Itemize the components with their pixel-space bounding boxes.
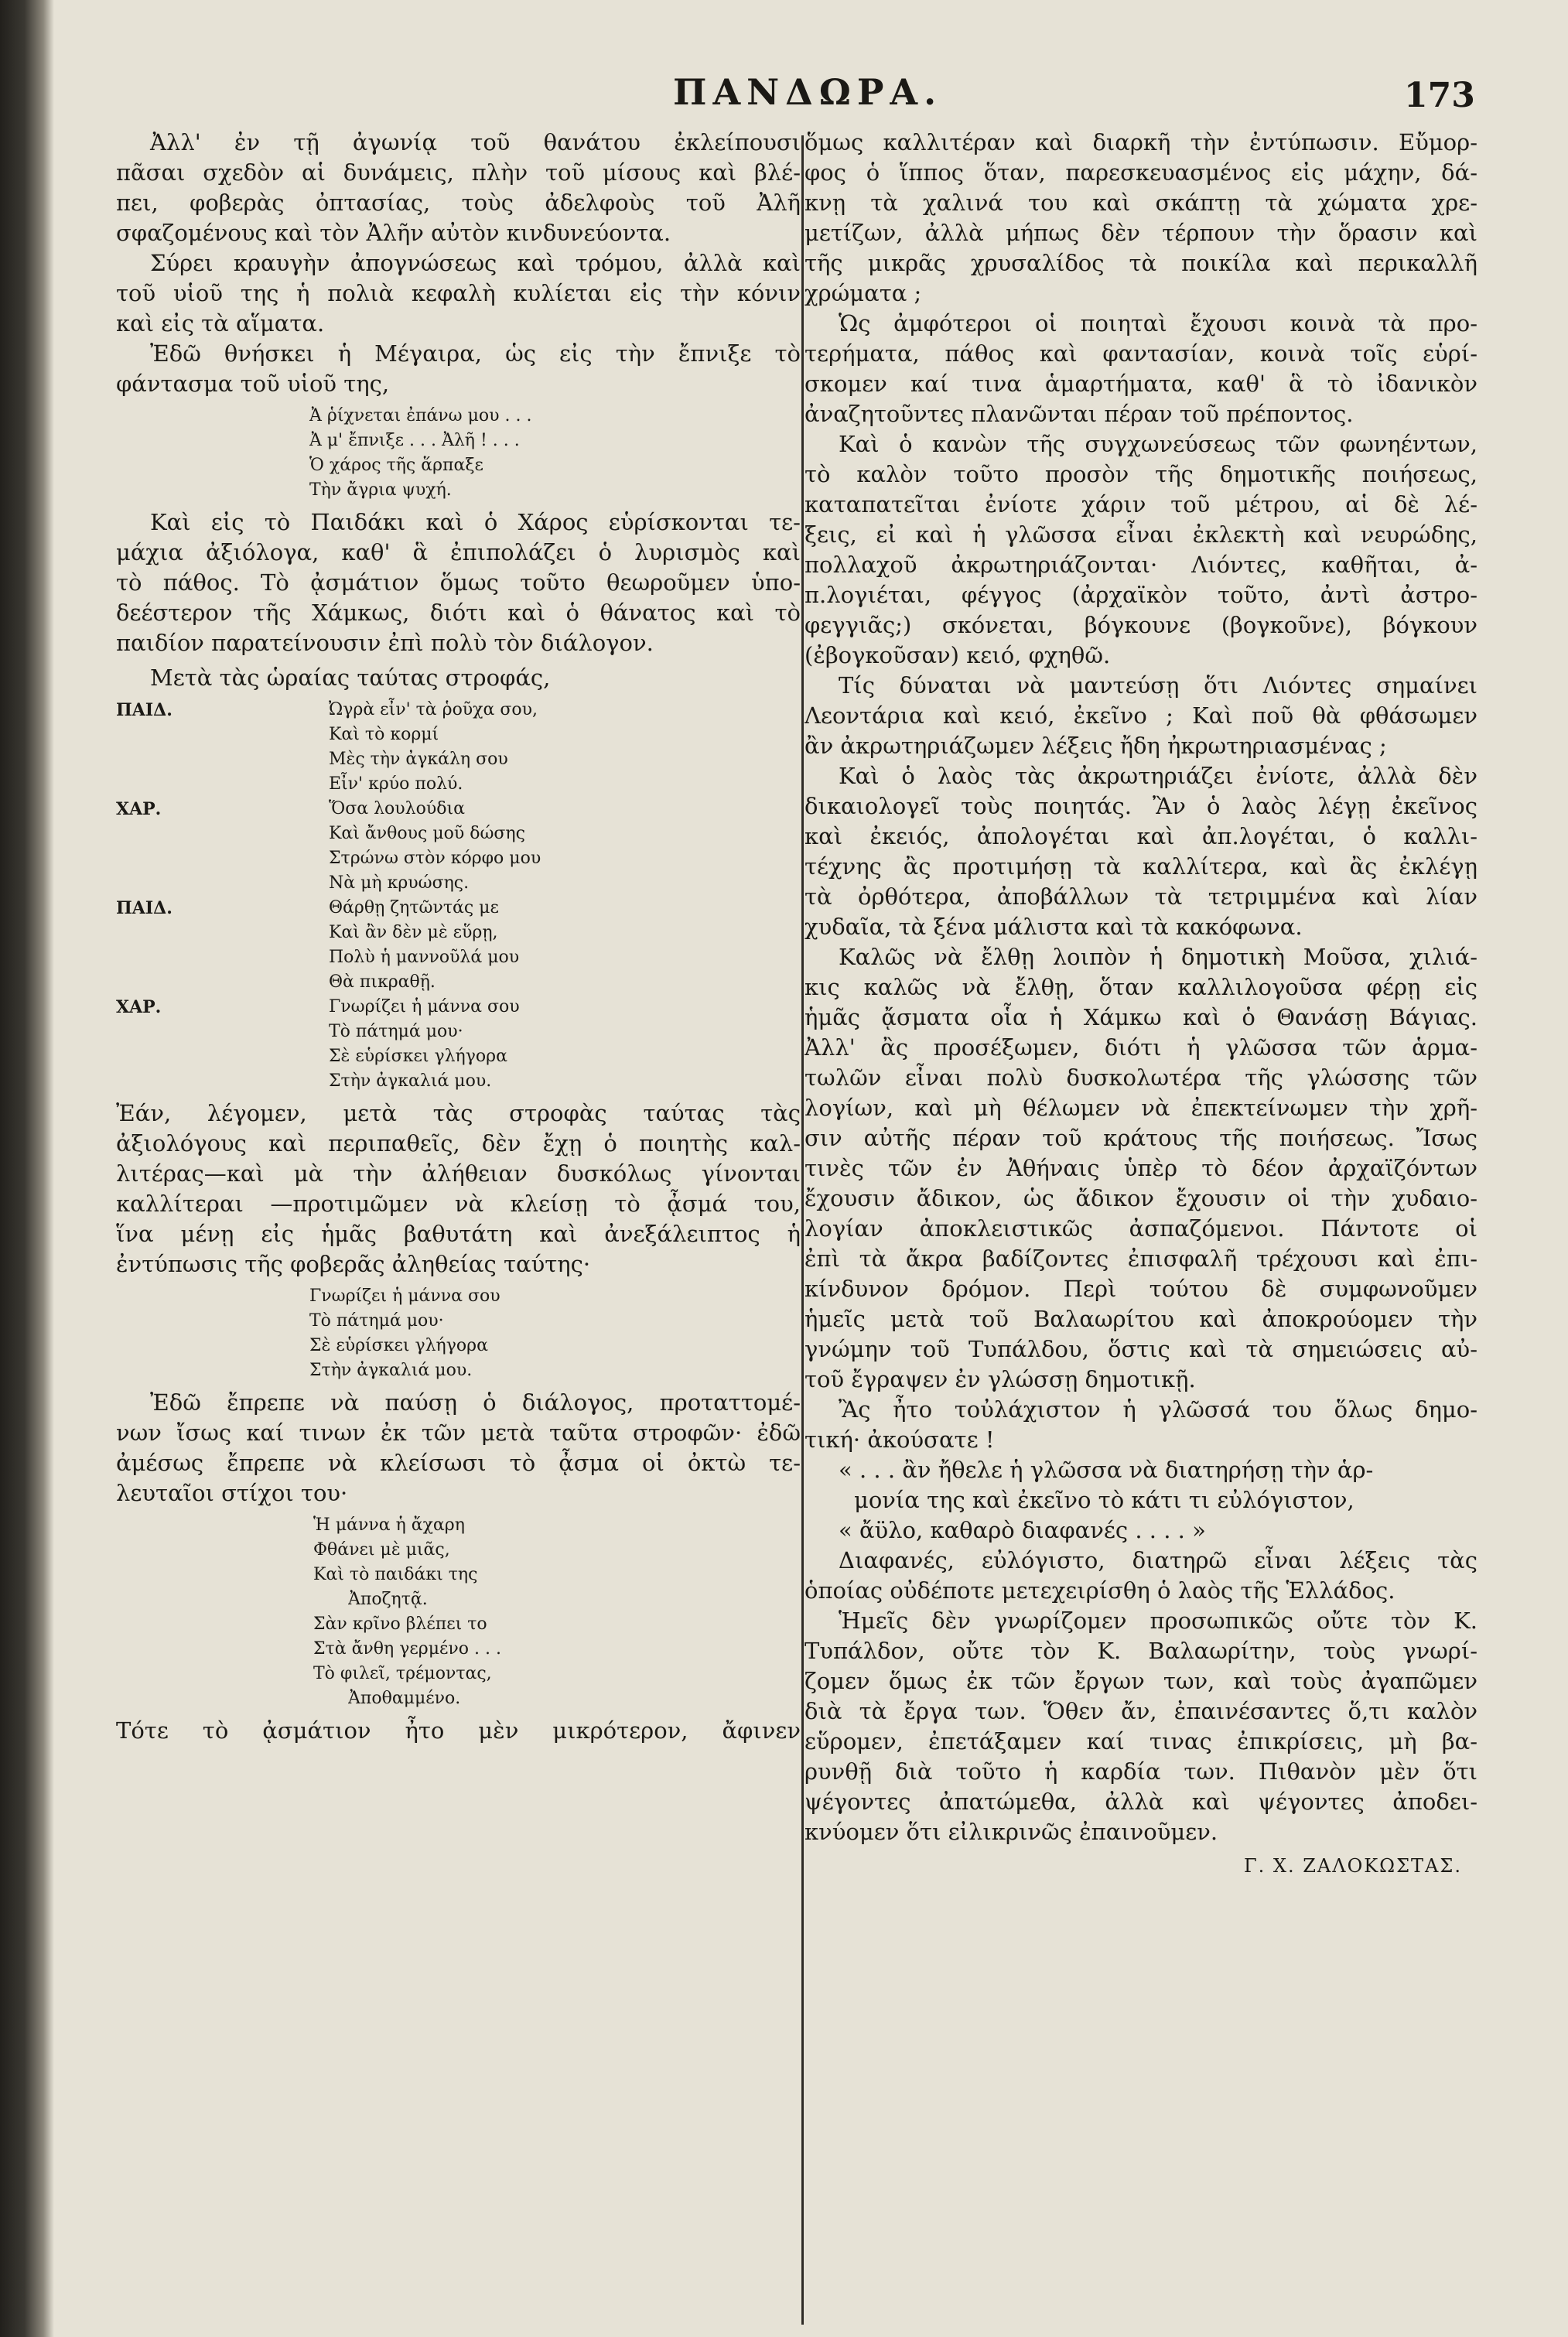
speaker-label: ΠΑΙΔ. — [116, 700, 173, 720]
text-line: φεγγιᾶς;) σκόνεται, βόγκουνε (βογκοῦνε), βόγκουν — [804, 612, 1477, 638]
dialogue-row — [116, 797, 801, 822]
text-line: δικαιολογεῖ τοὺς ποιητάς. Ἂν ὁ λαὸς λέγῃ ἐκεῖνος — [804, 793, 1477, 819]
speaker-label: ΠΑΙΔ. — [116, 898, 173, 918]
page-number: 173 — [1404, 76, 1475, 115]
verse-line: Γνωρίζει ἡ μάννα σου — [329, 997, 520, 1016]
paragraph — [116, 339, 801, 399]
verse-line: Ὁ χάρος τῆς ἅρπαξε — [309, 456, 483, 475]
text-line: (ἐβογκοῦσαν) κειό, φχηθῶ. — [804, 642, 1111, 668]
column-rule — [801, 135, 804, 2325]
text-line: σκομεν καί τινα ἁμαρτήματα, καθ' ἃ τὸ ἰδανικὸν — [804, 371, 1477, 397]
verse-line: Ὅσα λουλούδια — [329, 799, 465, 818]
text-line: ἔχουσιν ἄδικον, ὡς ἄδικον ἔχουσιν οἱ τὴν χυδαιο- — [804, 1185, 1477, 1211]
text-line: μετίζων, ἀλλὰ μήπως δὲν τέρπουν τὴν ὅρασιν καὶ — [804, 220, 1477, 246]
text-line: Ἐδῶ θνήσκει ἡ Μέγαιρα, ὡς εἰς τὴν ἔπνιξε τὸ — [150, 340, 801, 367]
dialogue-row — [116, 1069, 801, 1094]
text-line: χρώματα ; — [804, 280, 922, 306]
text-line: τὰ ὀρθότερα, ἀποβάλλων τὰ τετριμμένα καὶ λίαν — [804, 883, 1477, 910]
verse-line: Θάρθῃ ζητῶντάς με — [329, 898, 499, 917]
text-line: τωλῶν εἶναι πολὺ δυσκολωτέρα τῆς γλώσσης τῶν — [804, 1064, 1477, 1091]
verse-line: Ὠγρὰ εἶν' τὰ ῥοῦχα σου, — [329, 700, 538, 719]
speaker-label: ΧΑΡ. — [116, 997, 162, 1017]
text-line: ἡμᾶς ᾄσματα οἷα ἡ Χάμκω καὶ ὁ Θανάσῃ Βάγιας. — [804, 1004, 1477, 1030]
text-line: Καὶ εἰς τὸ Παιδάκι καὶ ὁ Χάρος εὑρίσκονται τε- — [150, 509, 801, 535]
verse-line: Τὸ φιλεῖ, τρέμοντας, — [313, 1664, 492, 1683]
left-column — [116, 128, 801, 1746]
text-line: πει, φοβερὰς ὀπτασίας, τοὺς ἀδελφοὺς τοῦ Ἀλῆ — [116, 190, 801, 216]
paragraph — [804, 309, 1477, 429]
text-line: λογίων, καὶ μὴ θέλωμεν νὰ ἐπεκτείνωμεν τὴν χρῆ- — [804, 1095, 1477, 1121]
dialogue-row — [116, 846, 801, 871]
text-line: κνῃ τὰ χαλινά του καὶ σκάπτῃ τὰ χώματα χρε- — [804, 190, 1477, 216]
paragraph — [116, 248, 801, 339]
quote-line: « . . . ἂν ἤθελε ἡ γλῶσσα νὰ διατηρήσῃ τὴν ἁρ- — [839, 1457, 1374, 1483]
verse-line: Καὶ ἂν δὲν μὲ εὕρῃ, — [329, 923, 498, 942]
paragraph — [804, 942, 1477, 1395]
verse-line: Φθάνει μὲ μιᾶς, — [313, 1540, 450, 1560]
paragraph — [116, 507, 801, 658]
verse-line: Στρώνω στὸν κόρφο μου — [329, 849, 541, 868]
right-column — [804, 128, 1477, 1881]
text-line: τὸ πάθος. Τὸ ᾀσμάτιον ὅμως τοῦτο θεωροῦμεν ὑπο- — [116, 569, 801, 596]
verse-line: Στὴν ἀγκαλιά μου. — [329, 1071, 492, 1091]
dialogue-row — [116, 772, 801, 797]
text-line: π.λογιέται, φέγγος (ἀρχαϊκὸν τοῦτο, ἀντὶ ἀστρο- — [804, 582, 1477, 608]
dialogue-row — [116, 723, 801, 747]
verse-stanza — [116, 404, 801, 503]
text-line: Καλῶς νὰ ἔλθῃ λοιπὸν ἡ δημοτικὴ Μοῦσα, χιλιά- — [839, 944, 1477, 970]
text-line: τερήματα, πάθος καὶ φαντασίαν, κοινὰ τοῖς εὑρί- — [804, 340, 1477, 367]
text-line: ζομεν ὅμως ἐκ τῶν ἔργων των, καὶ τοὺς ἀγαπῶμεν — [804, 1668, 1477, 1694]
text-line: παιδίον παρατείνουσιν ἐπὶ πολὺ τὸν διάλογον. — [116, 630, 654, 656]
text-line: ὅμως καλλιτέραν καὶ διαρκῆ τὴν ἐντύπωσιν. Εὔμορ- — [804, 129, 1477, 155]
dialogue-row — [116, 921, 801, 945]
dialogue-row — [116, 896, 801, 921]
text-line: Λεοντάρια καὶ κειό, ἐκεῖνο ; Καὶ ποῦ θὰ φθάσωμεν — [804, 702, 1477, 729]
paragraph — [804, 1546, 1477, 1606]
text-line: κίνδυνον δρόμον. Περὶ τούτου δὲ συμφωνοῦμεν — [804, 1276, 1477, 1302]
dialogue-block — [116, 698, 801, 1094]
verse-line: Καὶ τὸ κορμί — [329, 725, 439, 744]
text-line: ξεις, εἰ καὶ ἡ γλῶσσα εἶναι ἐκλεκτὴ καὶ νευρώδης, — [804, 521, 1477, 548]
verse-line: Στὴν ἀγκαλιά μου. — [309, 1361, 473, 1380]
text-line: χυδαῖα, τὰ ξένα μάλιστα καὶ τὰ κακόφωνα. — [804, 914, 1303, 940]
verse-line: Σὲ εὑρίσκει γλήγορα — [309, 1336, 488, 1355]
verse-line: Σὲ εὑρίσκει γλήγορα — [329, 1047, 507, 1066]
text-line: λευταῖοι στίχοι του· — [116, 1480, 348, 1506]
dialogue-row — [116, 945, 801, 970]
verse-line: Μὲς τὴν ἀγκάλη σου — [329, 750, 508, 769]
verse-line: Τὸ πάτημά μου· — [329, 1022, 463, 1041]
text-line: ἂν ἀκρωτηριάζωμεν λέξεις ἤδη ἠκρωτηριασμένας ; — [804, 733, 1387, 759]
text-line: Ἀλλ' ἐν τῇ ἀγωνίᾳ τοῦ θανάτου ἐκλείπουσι — [150, 129, 801, 155]
paragraph — [804, 1606, 1477, 1847]
verse-line: Ἀ ῥίχνεται ἐπάνω μου . . . — [309, 406, 532, 425]
verse-line: Ἀ μ' ἔπνιξε . . . Ἀλῆ ! . . . — [309, 431, 520, 450]
text-line: νων ἴσως καί τινων ἐκ τῶν μετὰ ταῦτα στροφῶν· ἐδῶ — [116, 1420, 801, 1446]
verse-stanza — [116, 1513, 801, 1711]
text-line: τινὲς τῶν ἐν Ἀθήναις ὑπὲρ τὸ δέον ἀρχαϊζόντων — [804, 1155, 1477, 1181]
text-line: Μετὰ τὰς ὡραίας ταύτας στροφάς, — [150, 665, 551, 691]
verse-line: Ἀποθαμμένο. — [348, 1689, 461, 1708]
paragraph — [116, 1388, 801, 1508]
text-line: τική· ἀκούσατε ! — [804, 1426, 995, 1453]
dialogue-row — [116, 822, 801, 846]
paragraph — [116, 1098, 801, 1280]
verse-line: Στὰ ἄνθη γερμένο . . . — [313, 1639, 501, 1659]
dialogue-row — [116, 698, 801, 723]
text-line: Ἂς ἦτο τοὐλάχιστον ἡ γλῶσσά του ὅλως δημο- — [839, 1396, 1477, 1423]
text-line: κις καλῶς νὰ ἔλθῃ, ὅταν καλλιλογοῦσα φέρῃ εἰς — [804, 974, 1477, 1000]
text-line: καὶ εἰς τὰ αἵματα. — [116, 310, 325, 337]
verse-line: Τὸ πάτημά μου· — [309, 1311, 444, 1331]
text-line: μάχια ἀξιόλογα, καθ' ἃ ἐπιπολάζει ὁ λυρισμὸς καὶ — [116, 539, 801, 565]
verse-line: Πολὺ ἡ μαννοῦλά μου — [329, 948, 520, 967]
paragraph — [804, 429, 1477, 671]
paragraph — [804, 761, 1477, 942]
text-line: λογίαν ἀποκλειστικῶς ἀσπαζόμενοι. Πάντοτε οἱ — [804, 1215, 1477, 1242]
text-line: Καὶ ὁ κανὼν τῆς συγχωνεύσεως τῶν φωνηέντων, — [839, 431, 1477, 457]
text-line: ἡμεῖς μετὰ τοῦ Βαλαωρίτου καὶ ἀποκρούομεν τὴν — [804, 1306, 1477, 1332]
text-line: ἀμέσως ἔπρεπε νὰ κλείσωσι τὸ ᾆσμα οἱ ὀκτὼ τε- — [116, 1450, 801, 1476]
author-signature: Γ. Χ. ΖΑΛΟΚΩΣΤΑΣ. — [1243, 1855, 1462, 1877]
text-line: φος ὁ ἵππος ὅταν, παρεσκευασμένος εἰς μάχην, δά- — [804, 159, 1477, 186]
verse-line: Ἡ μάννα ἡ ἄχαρη — [313, 1515, 465, 1535]
text-line: διὰ τὰ ἔργα των. Ὅθεν ἄν, ἐπαινέσαντες ὅ,τι καλὸν — [804, 1698, 1477, 1724]
text-line: ἐπὶ τὰ ἄκρα βαδίζοντες ἐπισφαλῆ τρέχουσι καὶ ἐπι- — [804, 1245, 1477, 1272]
text-line: λιτέρας—καὶ μὰ τὴν ἀλήθειαν δυσκόλως γίνονται — [116, 1160, 801, 1187]
dialogue-row — [116, 995, 801, 1020]
text-line: ἵνα μένῃ εἰς ἡμᾶς βαθυτάτη καὶ ἀνεξάλειπτος ἡ — [116, 1221, 801, 1247]
verse-line: Καὶ τὸ παιδάκι της — [313, 1565, 478, 1584]
verse-stanza — [116, 1284, 801, 1383]
paragraph — [804, 1395, 1477, 1455]
paragraph — [804, 128, 1477, 309]
text-line: φάντασμα τοῦ υἱοῦ της, — [116, 371, 390, 397]
text-line: ἀναζητοῦντες πλανῶνται πέραν τοῦ πρέποντος. — [804, 401, 1354, 427]
text-line: Ἡμεῖς δὲν γνωρίζομεν προσωπικῶς οὔτε τὸν Κ. — [839, 1608, 1477, 1634]
text-line: Ὡς ἀμφότεροι οἱ ποιηταὶ ἔχουσι κοινὰ τὰ προ- — [839, 310, 1477, 337]
text-line: σιν αὐτῆς πέραν τοῦ κράτους τῆς ποιήσεως. Ἴσως — [804, 1125, 1477, 1151]
text-line: τῆς μικρᾶς χρυσαλίδος τὰ ποικίλα καὶ περικαλλῆ — [804, 250, 1477, 276]
text-line: ἀξιολόγους καὶ περιπαθεῖς, δὲν ἔχῃ ὁ ποιητὴς καλ- — [116, 1130, 801, 1157]
page-header — [0, 71, 1568, 125]
text-line: ρυνθῇ διὰ τοῦτο ἡ καρδία των. Πιθανὸν μὲν ὅτι — [804, 1758, 1477, 1785]
text-line: σφαζομένους καὶ τὸν Ἀλῆν αὐτὸν κινδυνεύοντα. — [116, 220, 671, 246]
dialogue-row — [116, 1020, 801, 1044]
text-line: Ἐάν, λέγομεν, μετὰ τὰς στροφὰς ταύτας τὰς — [116, 1100, 801, 1126]
text-line: Τυπάλδον, οὔτε τὸν Κ. Βαλαωρίτην, τοὺς γνωρί- — [804, 1638, 1477, 1664]
quote-line: « ἄϋλο, καθαρὸ διαφανές . . . . » — [839, 1517, 1206, 1543]
dialogue-row — [116, 871, 801, 896]
text-line: Διαφανές, εὐλόγιστο, διατηρῶ εἶναι λέξεις τὰς — [839, 1547, 1477, 1573]
text-line: ψέγοντες ἀπατώμεθα, ἀλλὰ καὶ ψέγοντες ἀποδει- — [804, 1789, 1477, 1815]
text-line: τοῦ ἔγραψεν ἐν γλώσσῃ δημοτικῇ. — [804, 1366, 1196, 1392]
verse-line: Τὴν ἄγρια ψυχή. — [309, 480, 452, 500]
text-line: τὸ καλὸν τοῦτο προσὸν τῆς δημοτικῆς ποιήσεως, — [804, 461, 1477, 487]
text-line: ἐντύπωσις τῆς φοβερᾶς ἀληθείας ταύτης· — [116, 1251, 591, 1277]
text-line: καλλίτεραι —προτιμῶμεν νὰ κλείσῃ τὸ ᾆσμά του, — [116, 1191, 801, 1217]
verse-line: Γνωρίζει ἡ μάννα σου — [309, 1286, 500, 1306]
text-line: κνύομεν ὅτι εἰλικρινῶς ἐπαινοῦμεν. — [804, 1819, 1218, 1845]
text-line: εὕρομεν, ἐπετάξαμεν καί τινας ἐπικρίσεις, μὴ βα- — [804, 1728, 1477, 1754]
verse-line: Ἀποζητᾷ. — [348, 1590, 428, 1609]
text-line: Σύρει κραυγὴν ἀπογνώσεως καὶ τρόμου, ἀλλὰ καὶ — [150, 250, 801, 276]
verse-line: Θὰ πικραθῇ. — [329, 972, 436, 992]
text-line: πολλαχοῦ ἀκρωτηριάζονται· Λιόντες, καθῆται, ἀ- — [804, 552, 1477, 578]
verse-line: Εἶν' κρύο πολύ. — [329, 774, 463, 794]
speaker-label: ΧΑΡ. — [116, 799, 162, 819]
text-line: τέχνης ἂς προτιμήσῃ τὰ καλλίτερα, καὶ ἂς ἐκλέγῃ — [804, 853, 1477, 880]
paragraph — [804, 671, 1477, 761]
verse-line: Σὰν κρῖνο βλέπει το — [313, 1614, 487, 1634]
text-line: Ἀλλ' ἂς προσέξωμεν, διότι ἡ γλῶσσα τῶν ἁρμα- — [804, 1034, 1477, 1061]
verse-line: Καὶ ἄνθους μοῦ δώσης — [329, 824, 525, 843]
text-line: δεέστερον τῆς Χάμκως, διότι καὶ ὁ θάνατος καὶ τὸ — [116, 600, 801, 626]
text-line: ὁποίας οὐδέποτε μετεχειρίσθη ὁ λαὸς τῆς Ἑλλάδος. — [804, 1577, 1395, 1604]
running-head: ΠΑΝΔΩΡΑ. — [673, 71, 943, 113]
dialogue-row — [116, 970, 801, 995]
verse-line: Νὰ μὴ κρυώσης. — [329, 873, 470, 893]
text-line: Τότε τὸ ᾀσμάτιον ἦτο μὲν μικρότερον, ἄφινεν — [116, 1717, 801, 1744]
text-line: πᾶσαι σχεδὸν αἱ δυνάμεις, πλὴν τοῦ μίσους καὶ βλέ- — [116, 159, 801, 186]
text-line: Καὶ ὁ λαὸς τὰς ἀκρωτηριάζει ἐνίοτε, ἀλλὰ δὲν — [839, 763, 1477, 789]
text-line: Τίς δύναται νὰ μαντεύσῃ ὅτι Λιόντες σημαίνει — [839, 672, 1477, 699]
text-line: τοῦ υἱοῦ της ἡ πολιὰ κεφαλὴ κυλίεται εἰς τὴν κόνιν — [116, 280, 801, 306]
paragraph — [116, 128, 801, 248]
quote-line: μονία της καὶ ἐκεῖνο τὸ κάτι τι εὐλόγιστον, — [854, 1487, 1354, 1513]
dialogue-row — [116, 1044, 801, 1069]
block-quote — [804, 1455, 1477, 1546]
text-line: Ἐδῶ ἔπρεπε νὰ παύσῃ ὁ διάλογος, προταττομέ- — [150, 1389, 801, 1416]
dialogue-row — [116, 747, 801, 772]
binding-gutter — [0, 0, 54, 2337]
text-line: καὶ ἐκειός, ἀπολογέται καὶ ἀπ.λογέται, ὁ καλλι- — [804, 823, 1477, 849]
text-line: γνώμην τοῦ Τυπάλδου, ὅστις καὶ τὰ σημειώσεις αὐ- — [804, 1336, 1477, 1362]
text-line: καταπατεῖται ἐνίοτε χάριν τοῦ μέτρου, αἱ δὲ λέ- — [804, 491, 1477, 518]
